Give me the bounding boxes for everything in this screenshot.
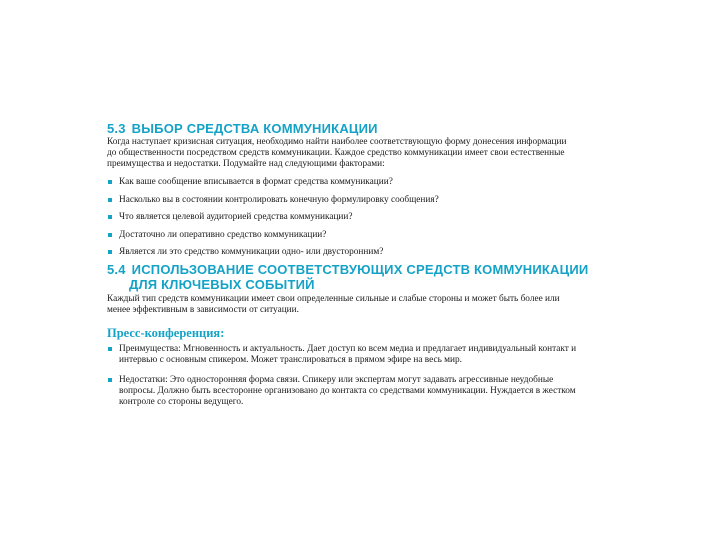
press-conference-subheading: Пресс-конференция:: [107, 326, 225, 340]
section-number: 5.4: [107, 262, 126, 277]
question-list: [107, 177, 577, 265]
list-item: Достаточно ли оперативно средство коммуникации?: [107, 230, 577, 241]
section-heading-5-4: [107, 262, 588, 292]
list-item: Что является целевой аудиторией средства коммуникации?: [107, 212, 577, 223]
section-intro-paragraph: Каждый тип средств коммуникации имеет свои определенные сильные и слабые стороны и может быть более или менее эффективным в зависимости от ситуации.: [107, 294, 560, 315]
list-item: Преимущества: Мгновенность и актуальность. Дает доступ ко всем медиа и предлагает индивидуальный контакт и интервью с основным спикером. Может транслироваться в прямом эфире на весь мир.: [107, 344, 577, 366]
section-title: ВЫБОР СРЕДСТВА КОММУНИКАЦИИ: [131, 121, 378, 136]
section-title-line1: ИСПОЛЬЗОВАНИЕ СООТВЕТСТВУЮЩИХ СРЕДСТВ КОММУНИКАЦИИ: [131, 262, 589, 277]
section-heading-5-3: [107, 121, 378, 136]
list-item: Недостатки: Это односторонняя форма связи. Спикеру или экспертам могут задавать агрессивные неудобные вопросы. Должно быть всесторонне организовано до контакта со средствами коммуникации. Нуждается в жестком контроле со стороны ведущего.: [107, 375, 577, 408]
pros-cons-list: [107, 344, 577, 417]
list-item: Насколько вы в состоянии контролировать конечную формулировку сообщения?: [107, 195, 577, 206]
list-item: Как ваше сообщение вписывается в формат средства коммуникации?: [107, 177, 577, 188]
section-title-line2: ДЛЯ КЛЮЧЕВЫХ СОБЫТИЙ: [129, 277, 315, 292]
section-number: 5.3: [107, 121, 126, 136]
list-item: Является ли это средство коммуникации одно- или двусторонним?: [107, 247, 577, 258]
section-intro-paragraph: Когда наступает кризисная ситуация, необходимо найти наиболее соответствующую форму донесения информации до общественности посредством средств коммуникации. Каждое средство коммуникации имеет свои естественные преимущества и недостатки. Подумайте над следующими факторами:: [107, 137, 567, 169]
